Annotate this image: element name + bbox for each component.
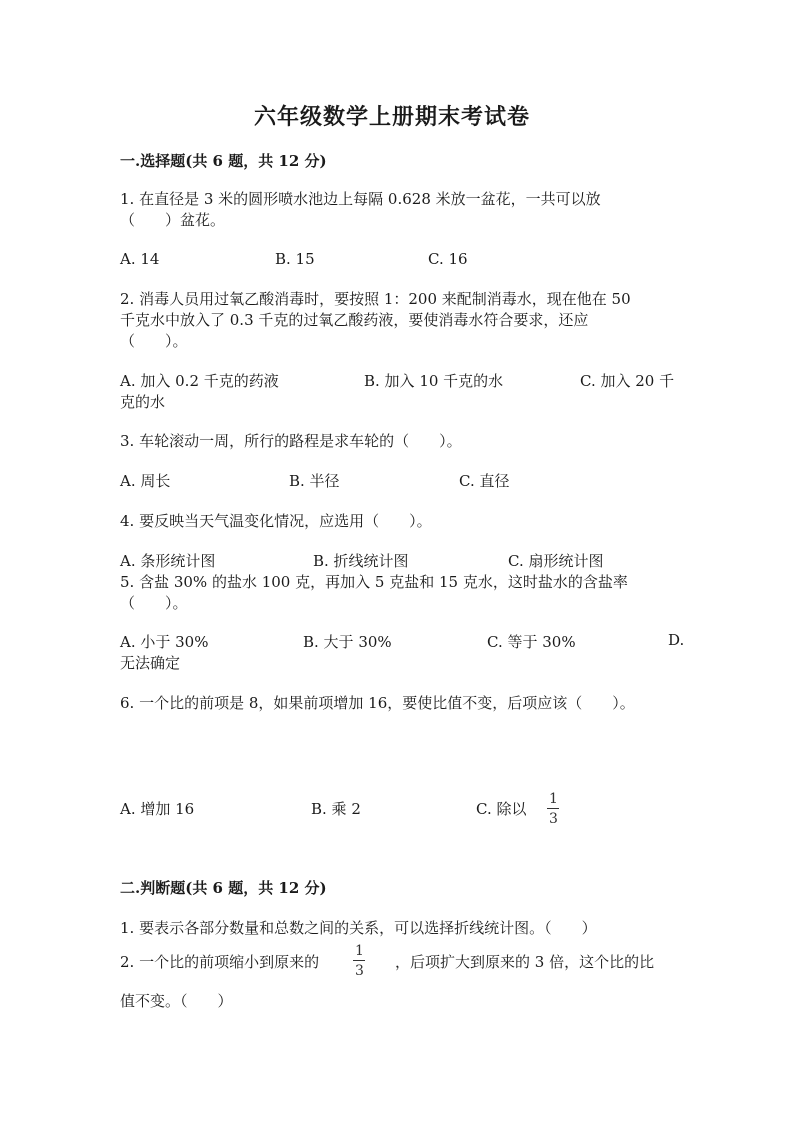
- question-2-line-2: 千克水中放入了 0.3 千克的过氧乙酸药液，要使消毒水符合要求，还应: [120, 311, 589, 329]
- q1-option-c: C. 16: [428, 250, 468, 268]
- question-5-line-2: （ ）。: [120, 594, 188, 612]
- q3-option-a: A. 周长: [120, 472, 171, 490]
- q6-fraction-one-third: [547, 792, 560, 826]
- q5-option-c: C. 等于 30%: [487, 633, 576, 651]
- question-2-line-3: （ ）。: [120, 332, 188, 350]
- section-header-choice: 一.选择题(共 6 题，共 12 分): [120, 152, 327, 170]
- section-header-judgement: 二.判断题(共 6 题，共 12 分): [120, 879, 327, 897]
- page-title: 六年级数学上册期末考试卷: [254, 104, 531, 130]
- q6-option-a: A. 增加 16: [120, 800, 195, 818]
- q5-option-a: A. 小于 30%: [120, 633, 209, 651]
- q4-option-a: A. 条形统计图: [120, 552, 216, 570]
- q6-option-b: B. 乘 2: [311, 800, 361, 818]
- q4-option-c: C. 扇形统计图: [508, 552, 604, 570]
- question-6-line-1: 6. 一个比的前项是 8，如果前项增加 16，要使比值不变，后项应该（ ）。: [120, 694, 635, 712]
- q3-option-c: C. 直径: [459, 472, 510, 490]
- q2-option-c-continued: 克的水: [120, 393, 166, 411]
- judgement-2-line-1a: 2. 一个比的前项缩小到原来的: [120, 953, 320, 971]
- judgement-2-line-2: 值不变。（ ）: [120, 992, 233, 1010]
- q5-option-b: B. 大于 30%: [303, 633, 392, 651]
- q2-option-a: A. 加入 0.2 千克的药液: [120, 372, 279, 390]
- q2-option-b: B. 加入 10 千克的水: [364, 372, 504, 390]
- question-5-line-1: 5. 含盐 30% 的盐水 100 克，再加入 5 克盐和 15 克水，这时盐水的含盐率: [120, 573, 628, 591]
- question-2-line-1: 2. 消毒人员用过氧乙酸消毒时，要按照 1：200 来配制消毒水，现在他在 50: [120, 290, 631, 308]
- q3-option-b: B. 半径: [289, 472, 340, 490]
- fraction-denominator: 3: [549, 811, 558, 827]
- fraction-denominator: 3: [355, 963, 364, 979]
- question-4-line-1: 4. 要反映当天气温变化情况，应选用（ ）。: [120, 512, 432, 530]
- question-1-line-2: （ ）盆花。: [120, 211, 226, 229]
- question-1-line-1: 1. 在直径是 3 米的圆形喷水池边上每隔 0.628 米放一盆花，一共可以放: [120, 190, 601, 208]
- q2-option-c: C. 加入 20 千: [580, 372, 675, 390]
- q1-option-b: B. 15: [275, 250, 315, 268]
- fraction-numerator: 1: [549, 791, 558, 807]
- fraction-numerator: 1: [355, 943, 364, 959]
- question-3-line-1: 3. 车轮滚动一周，所行的路程是求车轮的（ ）。: [120, 432, 462, 450]
- q5-option-d: D.: [668, 631, 685, 649]
- judgement-2-line-1b: ，后项扩大到原来的 3 倍，这个比的比: [395, 953, 655, 971]
- q6-option-c: C. 除以: [476, 800, 527, 818]
- judgement-1-line-1: 1. 要表示各部分数量和总数之间的关系，可以选择折线统计图。（ ）: [120, 919, 597, 937]
- q5-option-d-continued: 无法确定: [120, 654, 181, 672]
- judgement-2-fraction-one-third: [353, 944, 366, 978]
- q1-option-a: A. 14: [120, 250, 160, 268]
- q4-option-b: B. 折线统计图: [313, 552, 409, 570]
